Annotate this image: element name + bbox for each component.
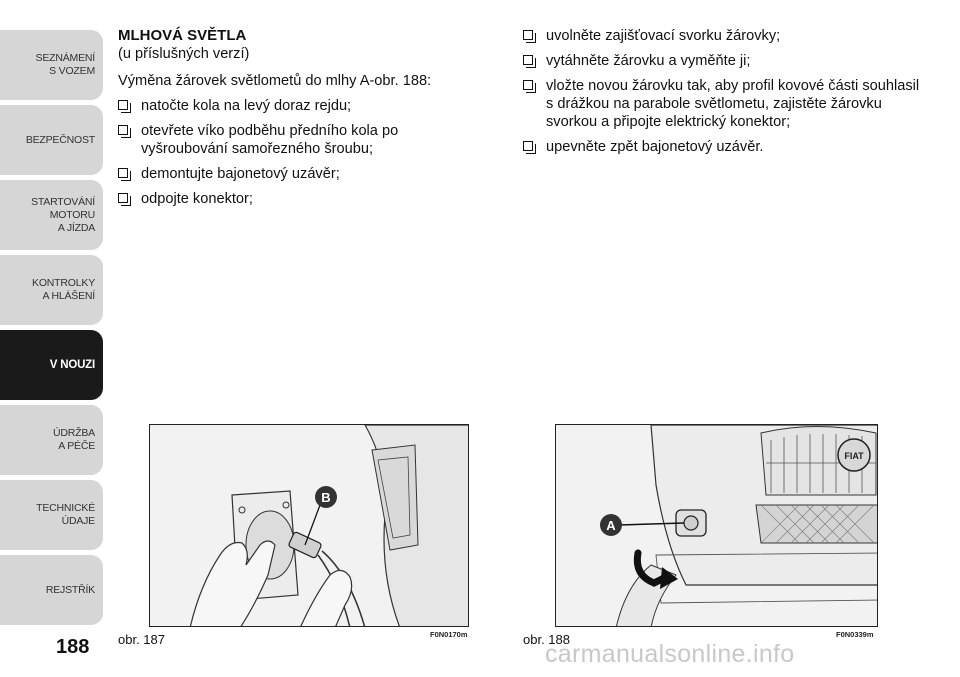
list-item-text: odpojte konektor;	[141, 191, 253, 207]
tab-label: KONTROLKY A HLÁŠENÍ	[32, 277, 95, 302]
list-item	[118, 190, 463, 208]
list-item	[523, 27, 923, 45]
tab-rejstrik[interactable]	[0, 555, 103, 625]
step-list	[523, 27, 923, 156]
checkbox-bullet-icon	[118, 125, 128, 135]
figure-188	[555, 424, 878, 627]
watermark: carmanualsonline.info	[545, 640, 795, 668]
section-subheading: (u příslušných verzí)	[118, 46, 250, 62]
checkbox-bullet-icon	[523, 141, 533, 151]
list-item-text: uvolněte zajišťovací svorku žárovky;	[546, 28, 781, 44]
figure-caption: obr. 188	[523, 632, 570, 647]
checkbox-bullet-icon	[523, 55, 533, 65]
figure-187	[149, 424, 469, 627]
list-item-text: vytáhněte žárovku a vyměňte ji;	[546, 53, 751, 69]
checkbox-bullet-icon	[523, 80, 533, 90]
callout-label-a: A	[606, 518, 616, 533]
figure-caption: obr. 187	[118, 632, 165, 647]
list-item-text: natočte kola na levý doraz rejdu;	[141, 98, 352, 114]
tab-label: BEZPEČNOST	[25, 133, 95, 146]
section-heading: MLHOVÁ SVĚTLA	[118, 27, 247, 44]
list-item	[118, 165, 463, 183]
list-item	[523, 52, 923, 70]
tab-label: V NOUZI	[49, 358, 95, 371]
left-column	[118, 27, 463, 215]
fog-lamp-bumper-illustration	[556, 425, 878, 627]
step-list	[118, 97, 463, 208]
tab-technicke-udaje[interactable]	[0, 480, 103, 550]
list-item-text: vložte novou žárovku tak, aby profil kovové části souhlasil s drážkou na parabole světlometu, zajistěte žárovku svorkou a připojte elektrický konektor;	[546, 78, 920, 130]
tab-label: SEZNÁMENÍ S VOZEM	[35, 52, 95, 77]
tab-v-nouzi[interactable]	[0, 330, 103, 400]
checkbox-bullet-icon	[118, 168, 128, 178]
list-item	[118, 122, 463, 158]
figure-code: F0N0339m	[836, 630, 874, 639]
intro-text: Výměna žárovek světlometů do mlhy A-obr. 188:	[118, 73, 432, 89]
tab-bezpecnost[interactable]	[0, 105, 103, 175]
list-item	[118, 97, 463, 115]
tab-startovani-motoru[interactable]	[0, 180, 103, 250]
page-number: 188	[56, 636, 90, 658]
checkbox-bullet-icon	[523, 30, 533, 40]
tab-label: REJSTŘÍK	[45, 583, 95, 596]
brand-badge-text: FIAT	[844, 451, 864, 461]
checkbox-bullet-icon	[118, 100, 128, 110]
fog-lamp-connector-illustration	[150, 425, 469, 627]
tab-label: STARTOVÁNÍ MOTORU A JÍZDA	[31, 195, 95, 234]
tab-label: TECHNICKÉ ÚDAJE	[36, 502, 95, 527]
tab-udrzba[interactable]	[0, 405, 103, 475]
right-column	[523, 27, 923, 163]
tab-kontrolky[interactable]	[0, 255, 103, 325]
callout-label-b: B	[321, 490, 331, 505]
list-item-text: demontujte bajonetový uzávěr;	[141, 166, 340, 182]
tab-label: ÚDRŽBA A PÉČE	[53, 427, 95, 452]
list-item	[523, 77, 923, 131]
figure-code: F0N0170m	[430, 630, 468, 639]
list-item-text: otevřete víko podběhu předního kola po vyšroubování samořezného šroubu;	[141, 123, 399, 157]
list-item-text: upevněte zpět bajonetový uzávěr.	[546, 139, 764, 155]
checkbox-bullet-icon	[118, 193, 128, 203]
tab-seznameni-s-vozem[interactable]	[0, 30, 103, 100]
list-item	[523, 138, 923, 156]
